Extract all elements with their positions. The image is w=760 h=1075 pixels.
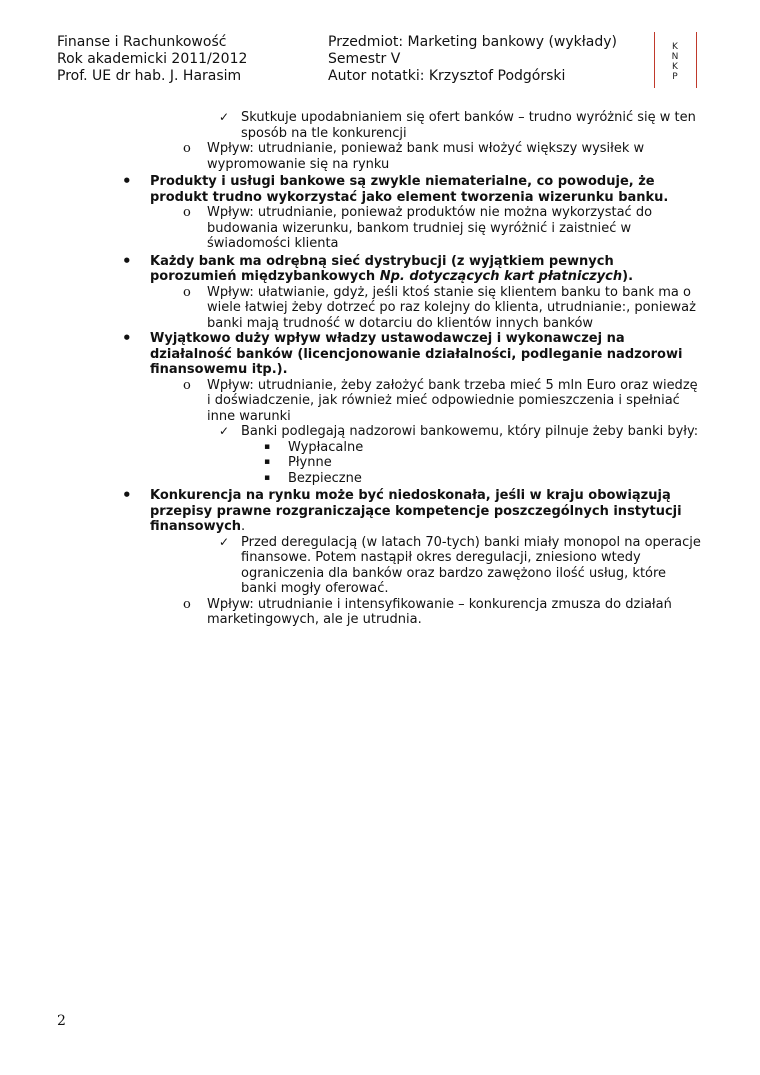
list-item: • Produkty i usługi bankowe są zwykle niematerialne, co powoduje, że produkt trudno wykorzystać jako element tworzenia wizerunku banku. — [122, 172, 669, 205]
logo-left-line — [654, 32, 655, 88]
bullet-icon: • — [122, 329, 132, 347]
list-item: ▪ Wypłacalne — [264, 439, 364, 455]
list-item: o Wpływ: ułatwianie, gdyż, jeśli ktoś stanie się klientem banku to bank ma o wiele łatwiej żeby dotrzeć po raz kolejny do klienta, utrudnianie:, ponieważ banki mają trudność w dotarciu do klientów innych banków — [183, 284, 696, 331]
page-number: 2 — [57, 1013, 66, 1029]
list-item: • Konkurencja na rynku może być niedoskonała, jeśli w kraju obowiązują przepisy prawne rozgraniczające kompetencje poszczególnych instytucji finansowych. — [122, 486, 682, 534]
list-item: ▪ Płynne — [264, 455, 332, 470]
document-body — [0, 110, 760, 628]
square-bullet-icon: ▪ — [264, 441, 271, 452]
list-item: o Wpływ: utrudnianie, ponieważ produktów nie można wykorzystać do budowania wizerunku, bankom trudniej się wyróżnić i zaistnieć w świadomości klienta — [183, 205, 653, 251]
checkmark-icon: ✓ — [219, 534, 230, 549]
logo-right-line — [696, 32, 697, 88]
list-item: o Wpływ: utrudnianie i intensyfikowanie – konkurencja zmusza do działań marketingowych, ale je utrudnia. — [183, 596, 672, 627]
header-author: Autor notatki: Krzysztof Podgórski — [328, 68, 566, 84]
logo-letter: K — [672, 62, 678, 72]
list-item: ✓ Skutkuje upodabnianiem się ofert banków – trudno wyróżnić się w ten sposób na tle konkurencji — [219, 110, 696, 141]
header-year: Rok akademicki 2011/2012 — [57, 51, 248, 67]
square-bullet-icon: ▪ — [264, 457, 271, 467]
checkmark-icon: ✓ — [219, 110, 230, 124]
logo-letter: P — [672, 72, 678, 82]
circle-bullet-icon: o — [183, 284, 191, 300]
list-item: ✓ Banki podlegają nadzorowi bankowemu, który pilnuje żeby banki były: — [219, 424, 699, 439]
circle-bullet-icon: o — [183, 141, 191, 156]
bullet-icon: • — [122, 172, 132, 190]
bullet-icon: • — [122, 486, 132, 504]
list-item: o Wpływ: utrudnianie, żeby założyć bank trzeba mieć 5 mln Euro oraz wiedzę i doświadczenie, jak również mieć odpowiednie pomieszczenia i spełniać inne warunki — [183, 377, 698, 424]
emphasis: Np. dotyczących kart płatniczych — [379, 269, 623, 284]
list-item: • Każdy bank ma odrębną sieć dystrybucji (z wyjątkiem pewnych porozumień międzybankowych Np. dotyczących kart płatniczych). — [122, 251, 634, 284]
header-professor: Prof. UE dr hab. J. Harasim — [57, 68, 242, 84]
knkp-logo — [668, 42, 682, 82]
logo-letter: N — [671, 52, 679, 62]
logo-letter: K — [672, 42, 678, 52]
header-semester: Semestr V — [328, 51, 401, 67]
circle-bullet-icon: o — [183, 205, 191, 220]
checkmark-icon: ✓ — [219, 424, 230, 438]
bullet-icon: • — [122, 251, 132, 270]
list-item: o Wpływ: utrudnianie, ponieważ bank musi włożyć większy wysiłek w wypromowanie się na rynku — [183, 141, 645, 172]
header-subject: Przedmiot: Marketing bankowy (wykłady) — [328, 34, 617, 50]
header-right — [328, 34, 617, 85]
list-item: ✓ Przed deregulacją (w latach 70-tych) banki miały monopol na operacje finansowe. Potem nastąpił okres deregulacji, zniesiono wtedy ograniczenia dla banków oraz bardzo zawężono ilość usług, które banki mogły oferować. — [219, 534, 701, 596]
list-item: ▪ Bezpieczne — [264, 470, 362, 486]
header-course: Finanse i Rachunkowość — [57, 34, 227, 50]
header-left — [57, 34, 247, 85]
circle-bullet-icon: o — [183, 377, 191, 393]
list-item: • Wyjątkowo duży wpływ władzy ustawodawczej i wykonawczej na działalność banków (licencjonowanie działalności, podleganie nadzorowi finansowemu itp.). — [122, 329, 683, 377]
circle-bullet-icon: o — [183, 596, 191, 612]
square-bullet-icon: ▪ — [264, 472, 271, 483]
